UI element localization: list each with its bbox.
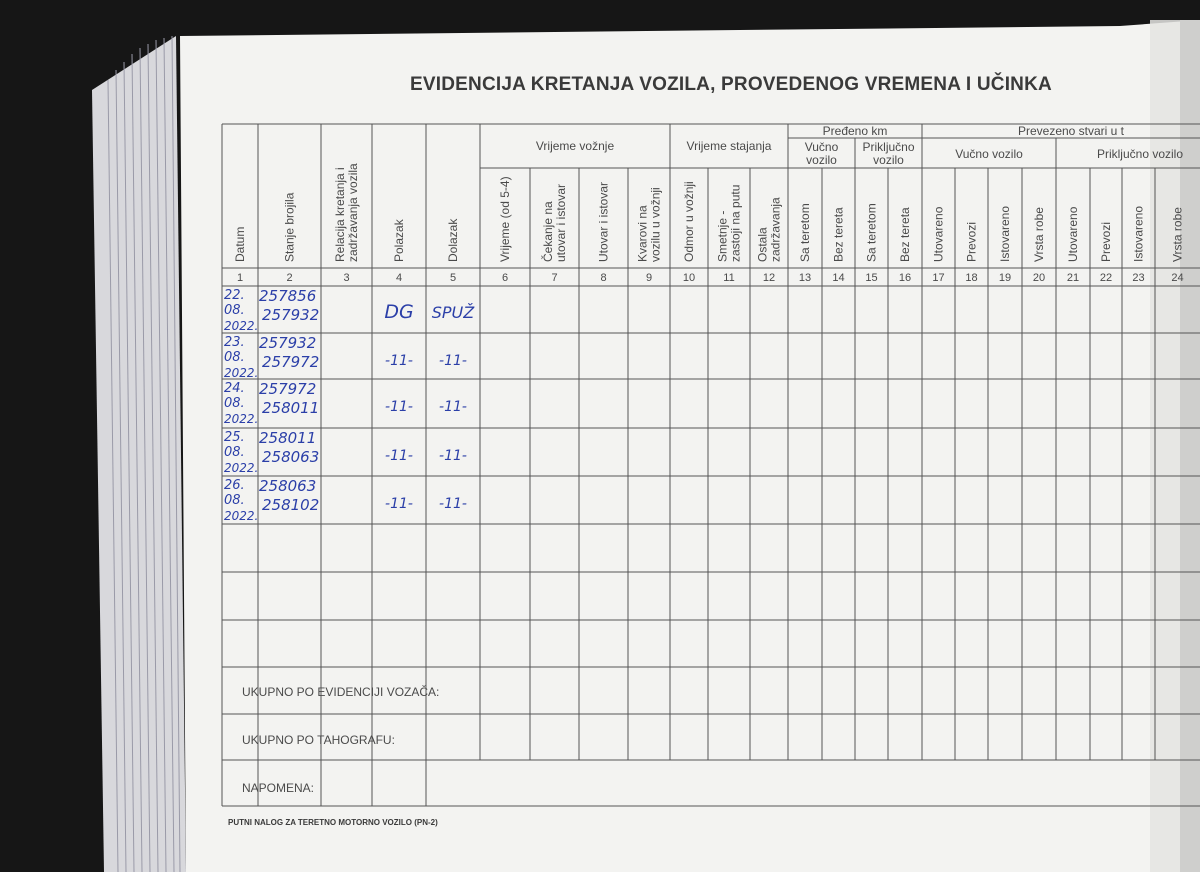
group-vucno-vozilo-t: Vučno vozilo <box>955 147 1023 161</box>
entry-date: 08. <box>224 493 245 508</box>
column-header: zastoji na putu <box>728 184 743 262</box>
entry-odometer-end: 258102 <box>262 496 320 514</box>
column-number: 20 <box>1032 272 1046 284</box>
column-number: 6 <box>501 272 509 284</box>
column-header: Polazak <box>392 219 406 262</box>
column-header: Relacija kretanja i <box>333 167 347 262</box>
column-header: Sa teretom <box>864 203 879 262</box>
column-numbers-row <box>237 272 1184 284</box>
form-title: EVIDENCIJA KRETANJA VOZILA, PROVEDENOG VREMENA I UČINKA <box>410 74 1052 95</box>
column-number: 13 <box>798 272 812 284</box>
column-header: Sa teretom <box>798 203 812 262</box>
entry-date: 22. <box>224 288 245 303</box>
group-prikljucno-vozilo-km: vozilo <box>873 153 904 167</box>
column-header: zadržavanja vozila <box>346 163 360 262</box>
column-number: 16 <box>898 272 912 284</box>
entry-arrival: -11- <box>439 353 467 369</box>
group-vucno-vozilo-km: vozilo <box>806 153 837 167</box>
entry-odometer-start: 257932 <box>259 334 317 352</box>
column-number: 11 <box>723 272 735 284</box>
entry-departure: DG <box>384 301 414 323</box>
column-header: Čekanje na <box>541 201 555 262</box>
group-prevezeno: Prevezeno stvari u t <box>1017 124 1125 138</box>
entry-date: 2022. <box>224 509 259 523</box>
column-header: Istovareno <box>998 205 1012 262</box>
entry-date: 2022. <box>224 366 259 380</box>
column-number: 21 <box>1066 272 1080 284</box>
total-driver-label: UKUPNO PO EVIDENCIJI VOZAČA: <box>242 685 440 699</box>
entry-departure: -11- <box>385 496 413 512</box>
column-number: 10 <box>682 272 696 284</box>
entry-odometer-end: 258063 <box>262 448 320 466</box>
entry-date: 08. <box>224 350 245 365</box>
column-header: Prevozi <box>1099 221 1113 262</box>
entry-date: 08. <box>224 445 245 460</box>
column-number: 19 <box>998 272 1012 284</box>
table-header <box>233 124 1185 262</box>
total-tachograph-label: UKUPNO PO TAHOGRAFU: <box>242 733 395 747</box>
entry-date: 23. <box>224 335 245 350</box>
entry-date: 24. <box>224 381 245 396</box>
entry-odometer-end: 257972 <box>262 353 320 371</box>
entry-departure: -11- <box>385 448 413 464</box>
entry-date: 26. <box>224 478 245 493</box>
table-grid-lines <box>222 124 1200 806</box>
column-number: 3 <box>343 272 350 284</box>
column-header: Istovareno <box>1131 205 1146 262</box>
column-number: 14 <box>832 272 845 284</box>
entry-date: 2022. <box>224 412 259 426</box>
column-header: Vrsta robe <box>1032 207 1046 262</box>
column-number: 7 <box>551 272 558 284</box>
entry-date: 08. <box>224 396 245 411</box>
column-header: Utovareno <box>1066 206 1080 262</box>
entry-departure: -11- <box>385 399 413 415</box>
column-header: Ostala <box>755 227 770 262</box>
column-header: Vrsta robe <box>1170 207 1185 262</box>
entry-odometer-end: 257932 <box>262 306 320 324</box>
column-header: utovar i istovar <box>554 183 568 262</box>
group-vrijeme-stajanja: Vrijeme stajanja <box>686 139 772 153</box>
form-code-footer: PUTNI NALOG ZA TERETNO MOTORNO VOZILO (PN-2) <box>228 818 438 827</box>
column-number: 22 <box>1099 272 1113 284</box>
entry-odometer-end: 258011 <box>262 399 320 417</box>
column-number: 2 <box>286 272 293 284</box>
column-header: Prevozi <box>964 221 979 262</box>
column-header: zadržavanja <box>768 197 783 262</box>
entry-odometer-start: 257856 <box>259 287 317 305</box>
entry-arrival: SPUŽ <box>431 303 475 322</box>
column-header: Kvarovi na <box>635 205 650 262</box>
entry-date: 2022. <box>224 461 259 475</box>
column-number: 18 <box>965 272 978 284</box>
column-number: 9 <box>645 272 653 284</box>
column-number: 5 <box>449 272 457 284</box>
note-label: NAPOMENA: <box>242 781 315 795</box>
entry-odometer-start: 258063 <box>259 477 317 495</box>
column-header: Dolazak <box>446 218 460 262</box>
column-number: 17 <box>932 272 945 284</box>
entry-odometer-start: 258011 <box>259 429 317 447</box>
column-number: 12 <box>762 272 776 284</box>
column-header: Vrijeme (od 5-4) <box>498 176 512 262</box>
column-header: Datum <box>233 226 247 262</box>
column-header: Smetnje - <box>715 210 730 262</box>
column-number: 1 <box>236 272 244 284</box>
column-header: Stanje brojila <box>282 192 297 262</box>
entry-arrival: -11- <box>439 496 467 512</box>
entry-date: 25. <box>224 430 245 445</box>
entry-date: 2022. <box>224 319 259 333</box>
group-vucno-vozilo-km: Vučno <box>804 140 839 154</box>
entry-arrival: -11- <box>439 448 467 464</box>
column-number: 15 <box>865 272 878 284</box>
column-number: 23 <box>1132 272 1145 284</box>
entry-odometer-start: 257972 <box>259 380 317 398</box>
group-predeno-km: Pređeno km <box>822 124 888 138</box>
column-header: vozilu u vožnji <box>648 187 663 262</box>
entry-departure: -11- <box>385 353 413 369</box>
column-header: Utovareno <box>931 206 946 262</box>
handwritten-entries <box>224 287 475 523</box>
column-header: Bez tereta <box>898 207 912 262</box>
column-number: 4 <box>395 272 403 284</box>
column-number: 24 <box>1171 272 1184 284</box>
group-prikljucno-vozilo-km: Priključno <box>862 140 915 154</box>
entry-date: 08. <box>224 303 245 318</box>
column-header: Utovar i istovar <box>596 181 611 262</box>
column-header: Bez tereta <box>831 207 846 262</box>
column-number: 8 <box>600 272 607 284</box>
group-prikljucno-vozilo-t: Priključno vozilo <box>1096 147 1184 161</box>
entry-arrival: -11- <box>439 399 467 415</box>
totals-section <box>242 684 439 795</box>
column-header: Odmor u vožnji <box>682 181 696 262</box>
group-vrijeme-voznje: Vrijeme vožnje <box>535 139 615 153</box>
